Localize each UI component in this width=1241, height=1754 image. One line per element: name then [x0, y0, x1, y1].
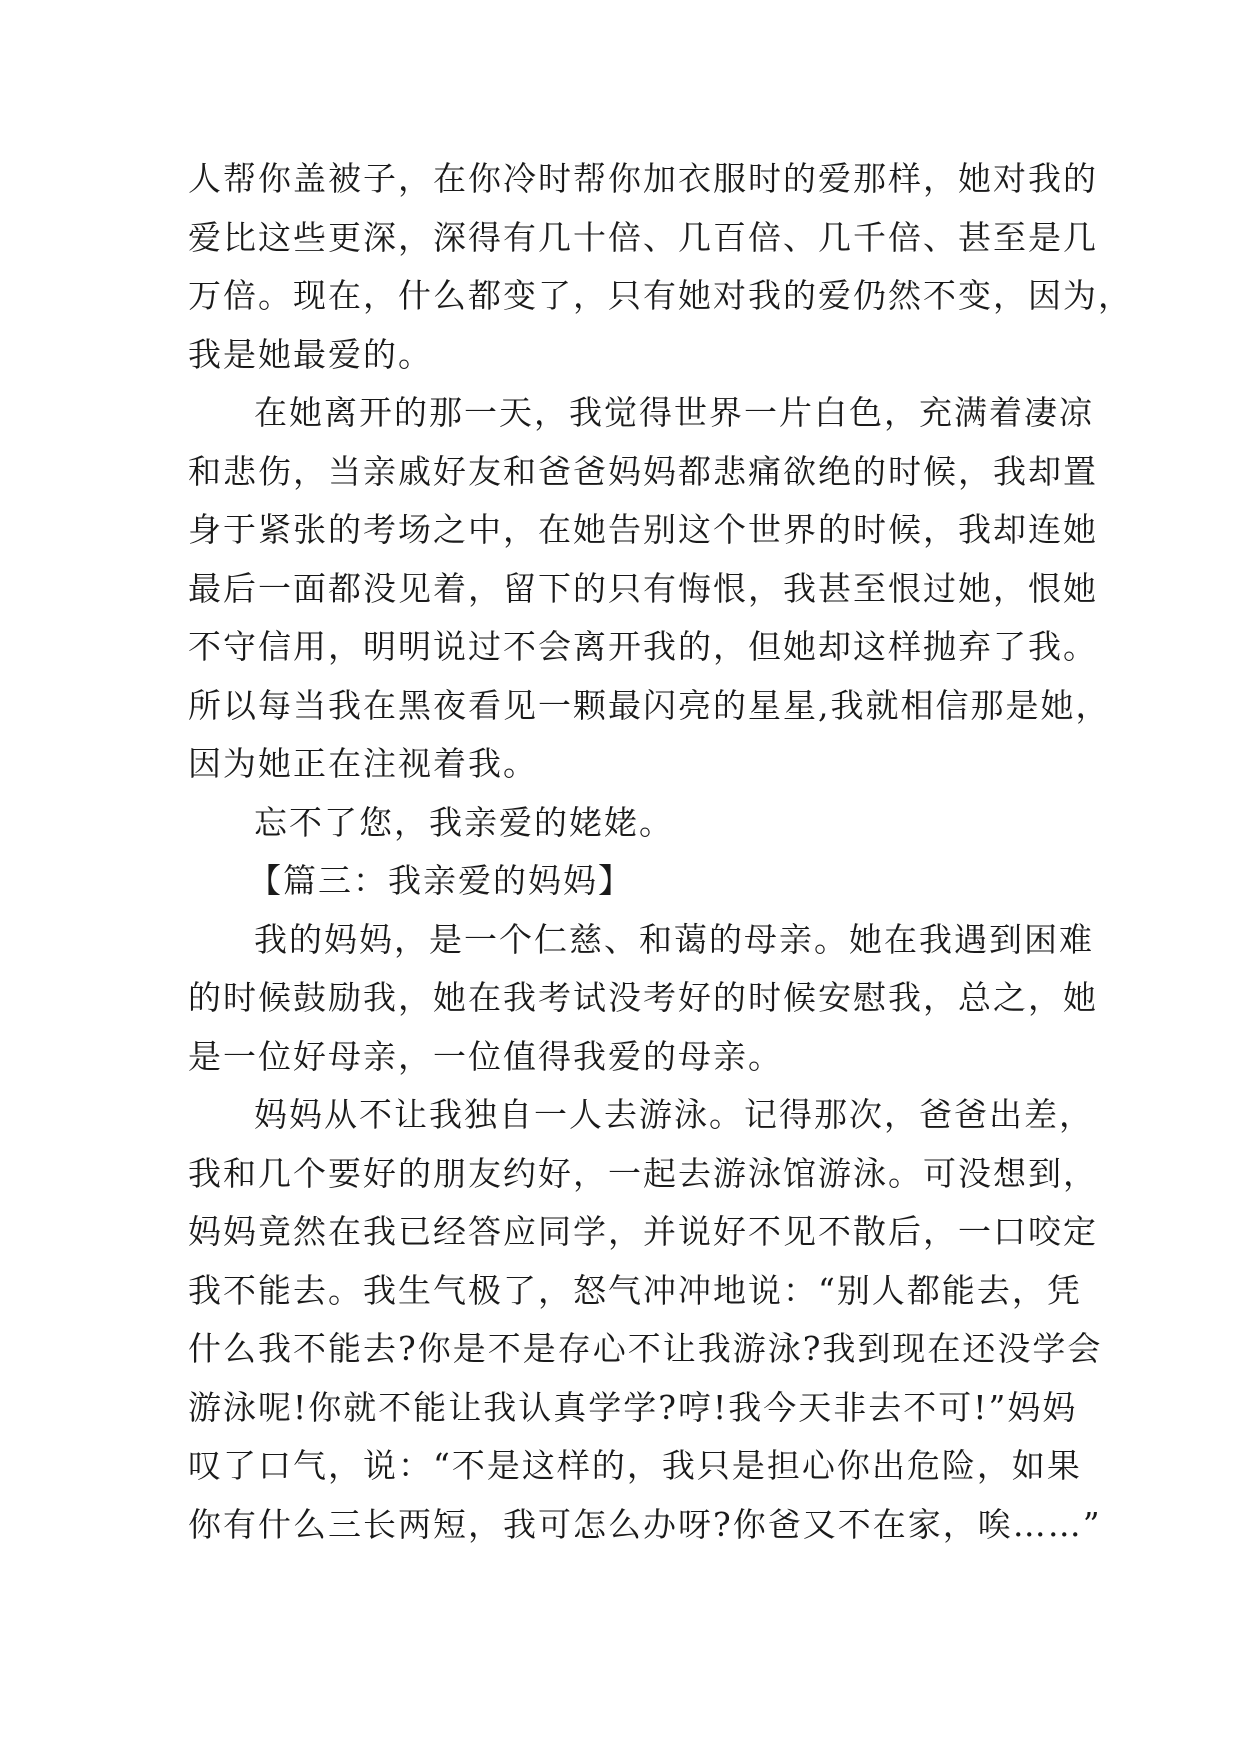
text-line: 忘不了您，我亲爱的姥姥。: [254, 802, 674, 842]
text-line: 我不能去。我生气极了，怒气冲冲地说：“别人都能去，凭: [188, 1270, 1082, 1310]
text-line: 在她离开的那一天，我觉得世界一片白色，充满着凄凉: [254, 393, 1094, 432]
text-line: 最后一面都没见着，留下的只有悔恨，我甚至恨过她，恨她: [188, 568, 1098, 608]
text-line: 不守信用，明明说过不会离开我的，但她却这样抛弃了我。: [188, 627, 1098, 666]
text-line: 妈妈竟然在我已经答应同学，并说好不见不散后，一口咬定: [188, 1212, 1098, 1251]
text-line: 的时候鼓励我，她在我考试没考好的时候安慰我，总之，她: [188, 978, 1098, 1017]
text-line: 我是她最爱的。: [188, 334, 433, 374]
text-line: 我的妈妈，是一个仁慈、和蔼的母亲。她在我遇到困难: [254, 919, 1094, 959]
text-line: 爱比这些更深，深得有几十倍、几百倍、几千倍、甚至是几: [188, 217, 1098, 257]
text-line: 什么我不能去?你是不是存心不让我游泳?我到现在还没学会: [188, 1329, 1103, 1368]
text-line: 你有什么三长两短，我可怎么办呀?你爸又不在家，唉……”: [188, 1504, 1102, 1544]
text-line: 和悲伤，当亲戚好友和爸爸妈妈都悲痛欲绝的时候，我却置: [188, 451, 1098, 491]
text-line: 我和几个要好的朋友约好，一起去游泳馆游泳。可没想到，: [188, 1153, 1098, 1193]
text-line: 妈妈从不让我独自一人去游泳。记得那次，爸爸出差，: [254, 1095, 1094, 1134]
text-line: 所以每当我在黑夜看见一颗最闪亮的星星,我就相信那是她，: [188, 685, 1111, 725]
text-line: 万倍。现在，什么都变了，只有她对我的爱仍然不变，因为，: [188, 276, 1133, 315]
text-line: 叹了口气，说：“不是这样的，我只是担心你出危险，如果: [188, 1446, 1082, 1485]
section-heading: 【篇三：我亲爱的妈妈】: [248, 861, 633, 900]
text-line: 人帮你盖被子，在你冷时帮你加衣服时的爱那样，她对我的: [188, 159, 1098, 198]
text-line: 身于紧张的考场之中，在她告别这个世界的时候，我却连她: [188, 510, 1098, 549]
text-line: 游泳呢!你就不能让我认真学学?哼!我今天非去不可!”妈妈: [188, 1387, 1078, 1427]
text-line: 因为她正在注视着我。: [188, 744, 538, 783]
text-line: 是一位好母亲，一位值得我爱的母亲。: [188, 1036, 783, 1076]
body-text: [188, 150, 1133, 1554]
